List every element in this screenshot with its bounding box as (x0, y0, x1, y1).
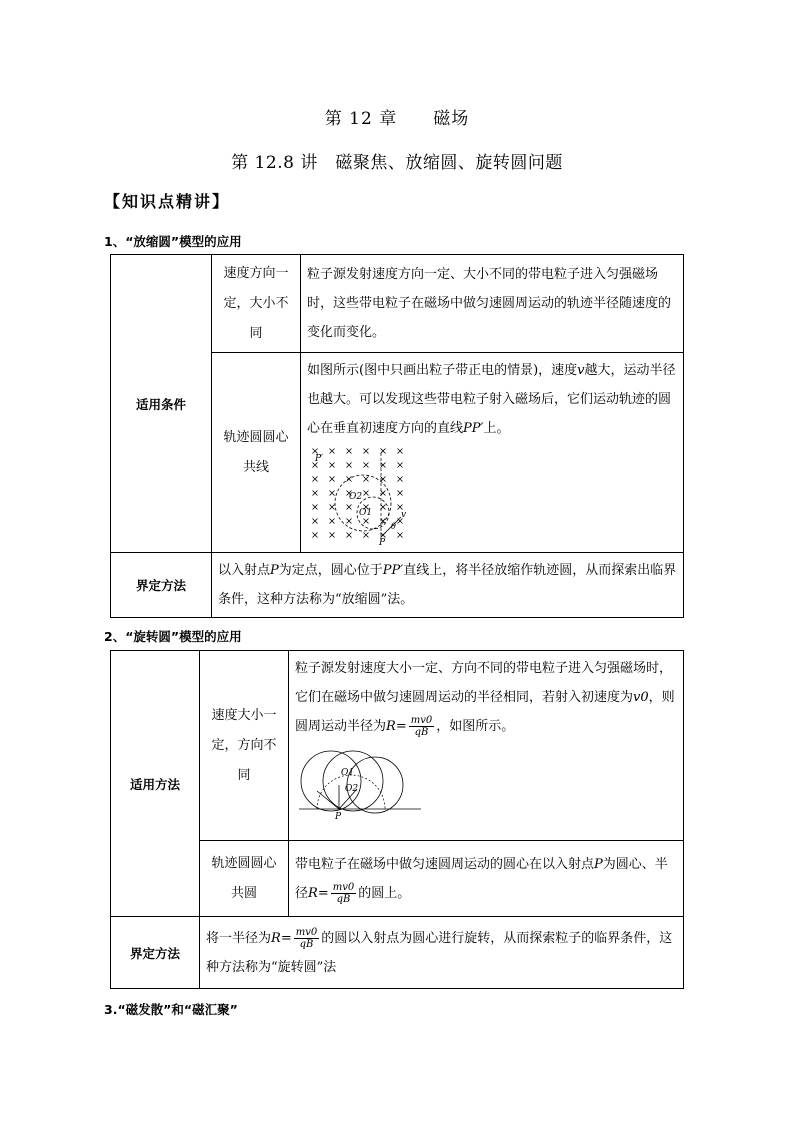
row2-label: 轨迹圆圆心共线 (212, 353, 301, 553)
row1-text-2: 粒子源发射速度大小一定、方向不同的带电粒子进入匀强磁场时，它们在磁场中做匀速圆周运动的半径相同，若射入初速度为v0，则圆周运动半径为R= $\frac{mv0}{qB}$ ，如图所示。 (295, 661, 675, 738)
field-cross (347, 449, 352, 454)
label-o1-2: O1 (341, 768, 355, 778)
field-cross (330, 505, 335, 510)
section2-heading: 2、“旋转圆”模型的应用 (104, 629, 242, 644)
field-cross (330, 449, 335, 454)
label-p: P (379, 538, 386, 545)
track-large (335, 475, 391, 531)
field-cross (364, 463, 369, 468)
label-v: v (401, 510, 407, 520)
method-text-2: 将一半径为R= $\frac{mv0}{qB}$ 的圆以入射点为圆心进行旋转，从而探索粒子的临界条件，这种方法称为“旋转圆”法 (200, 917, 684, 989)
field-cross (364, 477, 369, 482)
field-cross (330, 463, 335, 468)
field-cross (347, 519, 352, 524)
row2-text: 如图所示(图中只画出粒子带正电的情景)，速度v越大，运动半径也越大。可以发现这些带电粒子射入磁场后，它们运动轨迹的圆心在垂直初速度方向的直线PP′上。 (307, 363, 676, 436)
velocity-arrow-1 (317, 791, 339, 809)
field-cross (364, 449, 369, 454)
scaling-circle-table (110, 254, 684, 618)
condition-label: 适用条件 (111, 255, 212, 553)
row1-label: 速度方向一定，大小不同 (212, 255, 301, 353)
label-o2: O2 (349, 492, 363, 502)
field-cross (364, 491, 369, 496)
row2-text-2: 带电粒子在磁场中做匀速圆周运动的圆心在以入射点P为圆心、半径R= $\frac{mv0}{qB}$ 的圆上。 (289, 841, 684, 917)
field-cross (313, 449, 318, 454)
field-cross (313, 505, 318, 510)
field-cross (398, 505, 403, 510)
field-cross (398, 449, 403, 454)
field-cross (347, 463, 352, 468)
field-cross (381, 449, 386, 454)
field-cross (330, 491, 335, 496)
field-cross (313, 491, 318, 496)
scaling-circle-figure (307, 445, 417, 545)
method-label: 界定方法 (111, 553, 212, 618)
section1-heading: 1、“放缩圆”模型的应用 (104, 234, 242, 249)
field-cross (313, 533, 318, 538)
label-p-2: P (335, 812, 342, 821)
row2-label-2: 轨迹圆圆心共圆 (200, 841, 289, 917)
label-o2-2: O2 (345, 784, 359, 794)
field-cross (330, 477, 335, 482)
field-cross (347, 505, 352, 510)
field-cross (347, 533, 352, 538)
field-cross (313, 477, 318, 482)
lecture-title: 第 12.8 讲 磁聚焦、放缩圆、旋转圆问题 (231, 153, 563, 173)
rotating-circle-figure (295, 741, 425, 821)
field-cross (398, 491, 403, 496)
method-text: 以入射点P为定点，圆心位于PP′直线上，将半径放缩作轨迹圆，从而探索出临界条件，这种方法称为“放缩圆”法。 (212, 553, 684, 618)
field-cross (398, 463, 403, 468)
label-o1: O1 (359, 508, 373, 518)
section3-heading: 3.“磁发散”和“磁汇聚” (104, 1002, 238, 1017)
field-cross (330, 533, 335, 538)
row1-cell-2 (289, 651, 684, 841)
row1-label-2: 速度大小一定，方向不同 (200, 651, 289, 841)
field-cross (398, 477, 403, 482)
rotating-circle-table (110, 650, 684, 989)
field-cross (398, 533, 403, 538)
knowledge-heading: 【知识点精讲】 (104, 192, 231, 211)
field-cross (364, 533, 369, 538)
field-cross (313, 519, 318, 524)
method-label-2: 界定方法 (111, 917, 200, 989)
label-theta: θ (391, 522, 396, 531)
field-cross (330, 519, 335, 524)
row1-text: 粒子源发射速度方向一定、大小不同的带电粒子进入匀强磁场时，这些带电粒子在磁场中做匀速圆周运动的轨迹半径随速度的变化而变化。 (301, 255, 684, 353)
row2-cell (301, 353, 684, 553)
condition-label-2: 适用方法 (111, 651, 200, 917)
label-p-prime: P′ (315, 454, 324, 464)
chapter-title: 第 12 章 磁场 (324, 109, 470, 129)
field-cross (364, 519, 369, 524)
